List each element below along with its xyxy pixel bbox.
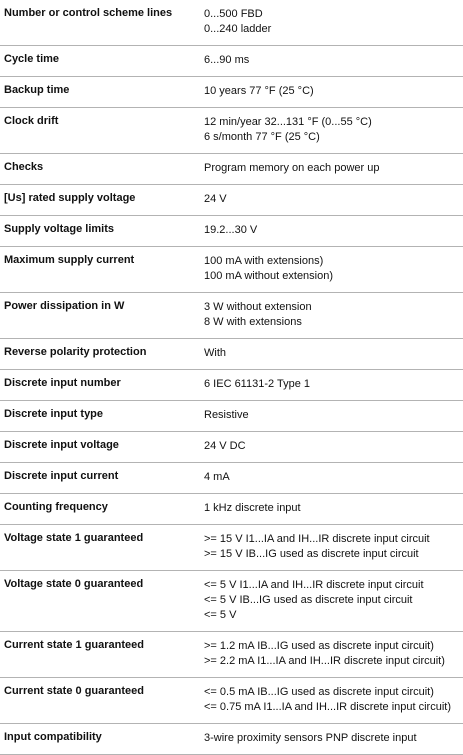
spec-row-discrete-input-current bbox=[0, 463, 463, 494]
spec-row-discrete-input-voltage bbox=[0, 432, 463, 463]
spec-value-line: 0...240 ladder bbox=[204, 23, 272, 35]
spec-value bbox=[201, 724, 463, 755]
spec-value-line: 12 min/year 32...131 °F (0...55 °C) bbox=[204, 116, 372, 128]
spec-value bbox=[201, 463, 463, 494]
spec-value-line: <= 5 V I1...IA and IH...IR discrete input circuit bbox=[204, 579, 424, 591]
spec-label: Backup time bbox=[0, 77, 201, 108]
spec-value bbox=[201, 0, 463, 46]
spec-label: Clock drift bbox=[0, 108, 201, 154]
spec-row-rated-supply-voltage bbox=[0, 185, 463, 216]
spec-label: Current state 0 guaranteed bbox=[0, 678, 201, 724]
spec-value bbox=[201, 216, 463, 247]
spec-value bbox=[201, 46, 463, 77]
spec-row-discrete-input-number bbox=[0, 370, 463, 401]
spec-row-discrete-input-type bbox=[0, 401, 463, 432]
spec-row-reverse-polarity-protection bbox=[0, 339, 463, 370]
spec-value-line: 6 s/month 77 °F (25 °C) bbox=[204, 131, 320, 143]
spec-label: Counting frequency bbox=[0, 494, 201, 525]
spec-row-cycle-time bbox=[0, 46, 463, 77]
spec-value-line: 0...500 FBD bbox=[204, 8, 263, 20]
spec-value bbox=[201, 525, 463, 571]
spec-value-line: >= 15 V I1...IA and IH...IR discrete input circuit bbox=[204, 533, 430, 545]
spec-row-maximum-supply-current bbox=[0, 247, 463, 293]
spec-value-line: >= 15 V IB...IG used as discrete input circuit bbox=[204, 548, 419, 560]
spec-row-current-state-0 bbox=[0, 678, 463, 724]
spec-value bbox=[201, 494, 463, 525]
spec-value bbox=[201, 678, 463, 724]
spec-label: Input compatibility bbox=[0, 724, 201, 755]
spec-value-line: <= 5 V bbox=[204, 609, 237, 621]
spec-value-line: 10 years 77 °F (25 °C) bbox=[204, 85, 314, 97]
spec-label: Discrete input current bbox=[0, 463, 201, 494]
spec-value-line: 8 W with extensions bbox=[204, 316, 302, 328]
spec-row-power-dissipation bbox=[0, 293, 463, 339]
spec-value bbox=[201, 401, 463, 432]
spec-value-line: With bbox=[204, 347, 226, 359]
spec-label: Discrete input type bbox=[0, 401, 201, 432]
spec-row-clock-drift bbox=[0, 108, 463, 154]
spec-label: Cycle time bbox=[0, 46, 201, 77]
spec-value-line: 6...90 ms bbox=[204, 54, 250, 66]
spec-row-control-scheme-lines bbox=[0, 0, 463, 46]
spec-row-checks bbox=[0, 154, 463, 185]
spec-value-line: <= 0.75 mA I1...IA and IH...IR discrete input circuit) bbox=[204, 701, 452, 713]
spec-label: Current state 1 guaranteed bbox=[0, 632, 201, 678]
spec-value bbox=[201, 77, 463, 108]
spec-value-line: 19.2...30 V bbox=[204, 224, 258, 236]
spec-label: [Us] rated supply voltage bbox=[0, 185, 201, 216]
spec-value bbox=[201, 571, 463, 632]
spec-value-line: 6 IEC 61131-2 Type 1 bbox=[204, 378, 310, 390]
spec-value-line: 24 V bbox=[204, 193, 227, 205]
spec-value bbox=[201, 185, 463, 216]
spec-value-line: 1 kHz discrete input bbox=[204, 502, 301, 514]
spec-value-line: 24 V DC bbox=[204, 440, 246, 452]
spec-row-supply-voltage-limits bbox=[0, 216, 463, 247]
spec-label: Voltage state 0 guaranteed bbox=[0, 571, 201, 632]
spec-row-voltage-state-0 bbox=[0, 571, 463, 632]
spec-value-line: 3-wire proximity sensors PNP discrete input bbox=[204, 732, 417, 744]
spec-value bbox=[201, 247, 463, 293]
spec-label: Voltage state 1 guaranteed bbox=[0, 525, 201, 571]
spec-value-line: 100 mA without extension) bbox=[204, 270, 334, 282]
spec-row-backup-time bbox=[0, 77, 463, 108]
spec-value-line: <= 5 V IB...IG used as discrete input circuit bbox=[204, 594, 413, 606]
spec-label: Discrete input voltage bbox=[0, 432, 201, 463]
spec-label: Maximum supply current bbox=[0, 247, 201, 293]
spec-row-current-state-1 bbox=[0, 632, 463, 678]
spec-value-line: >= 2.2 mA I1...IA and IH...IR discrete input circuit) bbox=[204, 655, 445, 667]
spec-row-input-compatibility bbox=[0, 724, 463, 755]
spec-label: Number or control scheme lines bbox=[0, 0, 201, 46]
spec-value bbox=[201, 108, 463, 154]
spec-value-line: >= 1.2 mA IB...IG used as discrete input circuit) bbox=[204, 640, 434, 652]
spec-label: Supply voltage limits bbox=[0, 216, 201, 247]
spec-value-line: 4 mA bbox=[204, 471, 230, 483]
spec-value-line: Resistive bbox=[204, 409, 249, 421]
spec-value-line: Program memory on each power up bbox=[204, 162, 380, 174]
spec-value-line: 100 mA with extensions) bbox=[204, 255, 324, 267]
spec-value bbox=[201, 432, 463, 463]
spec-value-line: 3 W without extension bbox=[204, 301, 312, 313]
spec-row-counting-frequency bbox=[0, 494, 463, 525]
spec-value bbox=[201, 293, 463, 339]
spec-label: Discrete input number bbox=[0, 370, 201, 401]
spec-label: Power dissipation in W bbox=[0, 293, 201, 339]
spec-value-line: <= 0.5 mA IB...IG used as discrete input circuit) bbox=[204, 686, 434, 698]
spec-value bbox=[201, 154, 463, 185]
spec-label: Checks bbox=[0, 154, 201, 185]
spec-value bbox=[201, 632, 463, 678]
spec-value bbox=[201, 339, 463, 370]
spec-value bbox=[201, 370, 463, 401]
spec-row-voltage-state-1 bbox=[0, 525, 463, 571]
spec-label: Reverse polarity protection bbox=[0, 339, 201, 370]
